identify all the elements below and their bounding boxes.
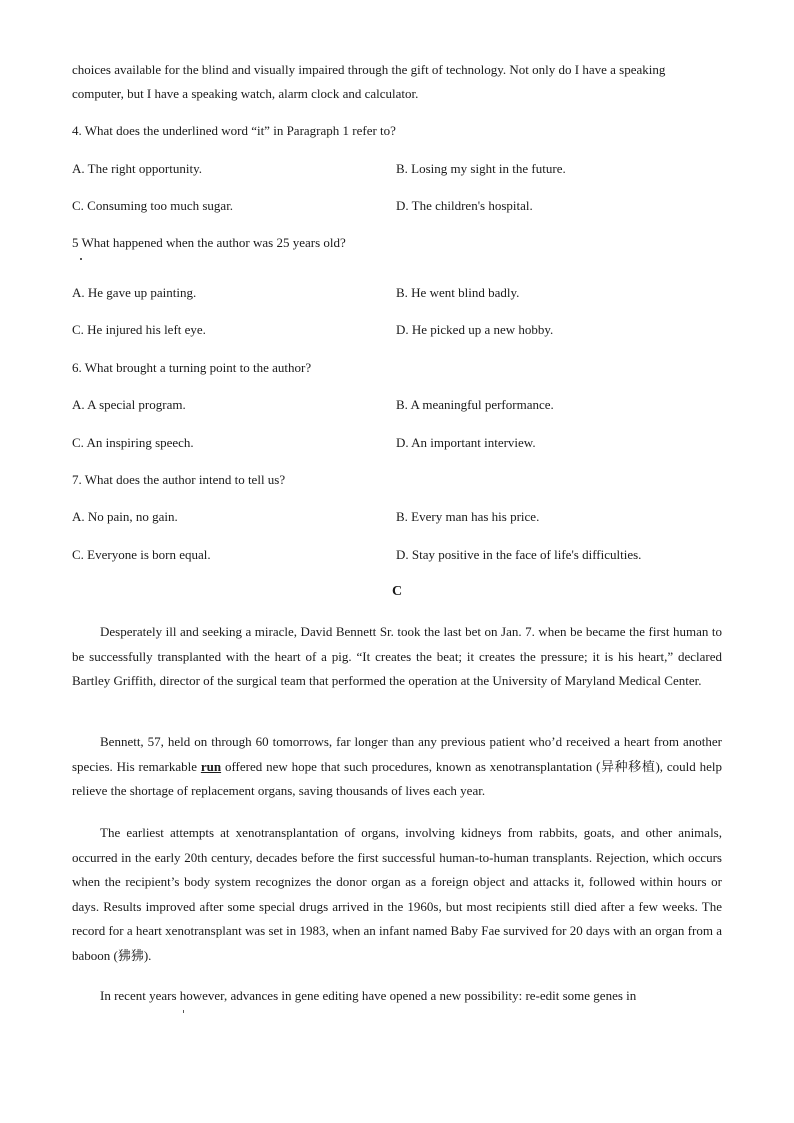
scan-speck (80, 258, 82, 260)
section-title: C (391, 584, 403, 599)
question-4-option-a: A. The right opportunity. (72, 161, 202, 176)
underlined-word-run: run (200, 758, 222, 774)
question-4-option-c: C. Consuming too much sugar. (72, 198, 234, 213)
question-7-option-a: A. No pain, no gain. (72, 509, 178, 524)
question-5-option-d: D. He picked up a new hobby. (396, 322, 554, 337)
passage-paragraph-4: In recent years however, advances in gene editing have opened a new possibility: re-edit some genes in (100, 988, 637, 1003)
paragraph-2-text-before: Bennett, 57, held on through 60 tomorrows, far longer than any previous patient who’d received a heart from another species. His remarkable (72, 734, 722, 774)
question-5-option-c: C. He injured his left eye. (72, 322, 206, 337)
intro-line-1: choices available for the blind and visually impaired through the gift of technology. Not only do I have a speaking (72, 62, 666, 77)
scan-speck (183, 1010, 184, 1013)
intro-line-2: computer, but I have a speaking watch, alarm clock and calculator. (72, 86, 419, 101)
question-7-option-d: D. Stay positive in the face of life's difficulties. (396, 547, 642, 562)
question-7-option-c: C. Everyone is born equal. (72, 547, 211, 562)
passage-paragraph-2 (72, 730, 722, 804)
question-5-option-b: B. He went blind badly. (396, 285, 520, 300)
question-4-stem: 4. What does the underlined word “it” in Paragraph 1 refer to? (72, 123, 396, 138)
paragraph-2-text-after: offered new hope that such procedures, known as xenotransplantation (异种移植), could help relieve the shortage of replacement organs, saving thousands of lives each year. (72, 758, 722, 798)
question-6-option-d: D. An important interview. (396, 435, 536, 450)
passage-paragraph-3: The earliest attempts at xenotransplantation of organs, involving kidneys from rabbits, goats, and other animals, occurred in the early 20th century, decades before the first successful human-to-human transplants. Rejection, which occurs when the recipient’s body system recognizes the donor organ as a foreign object and attacks it, followed within hours or days. Results improved after some special drugs arrived in the 1960s, but most recipients still died after a few weeks. The record for a heart xenotransplant was set in 1983, when an infant named Baby Fae survived for 20 days with an organ from a baboon (狒狒). (72, 825, 722, 963)
passage-paragraph-1: Desperately ill and seeking a miracle, David Bennett Sr. took the last bet on Jan. 7. when be became the first human to be successfully transplanted with the heart of a pig. “It creates the beat; it creates the pressure; it is his heart,” declared Bartley Griffith, director of the surgical team that performed the operation at the University of Maryland Medical Center. (72, 624, 722, 688)
question-6-stem: 6. What brought a turning point to the author? (72, 360, 312, 375)
question-6-option-a: A. A special program. (72, 397, 186, 412)
question-4-option-b: B. Losing my sight in the future. (396, 161, 566, 176)
question-7-option-b: B. Every man has his price. (396, 509, 540, 524)
question-5-option-a: A. He gave up painting. (72, 285, 197, 300)
question-5-stem: 5 What happened when the author was 25 years old? (72, 235, 346, 250)
question-6-option-b: B. A meaningful performance. (396, 397, 554, 412)
question-7-stem: 7. What does the author intend to tell us? (72, 472, 286, 487)
question-6-option-c: C. An inspiring speech. (72, 435, 194, 450)
question-4-option-d: D. The children's hospital. (396, 198, 533, 213)
